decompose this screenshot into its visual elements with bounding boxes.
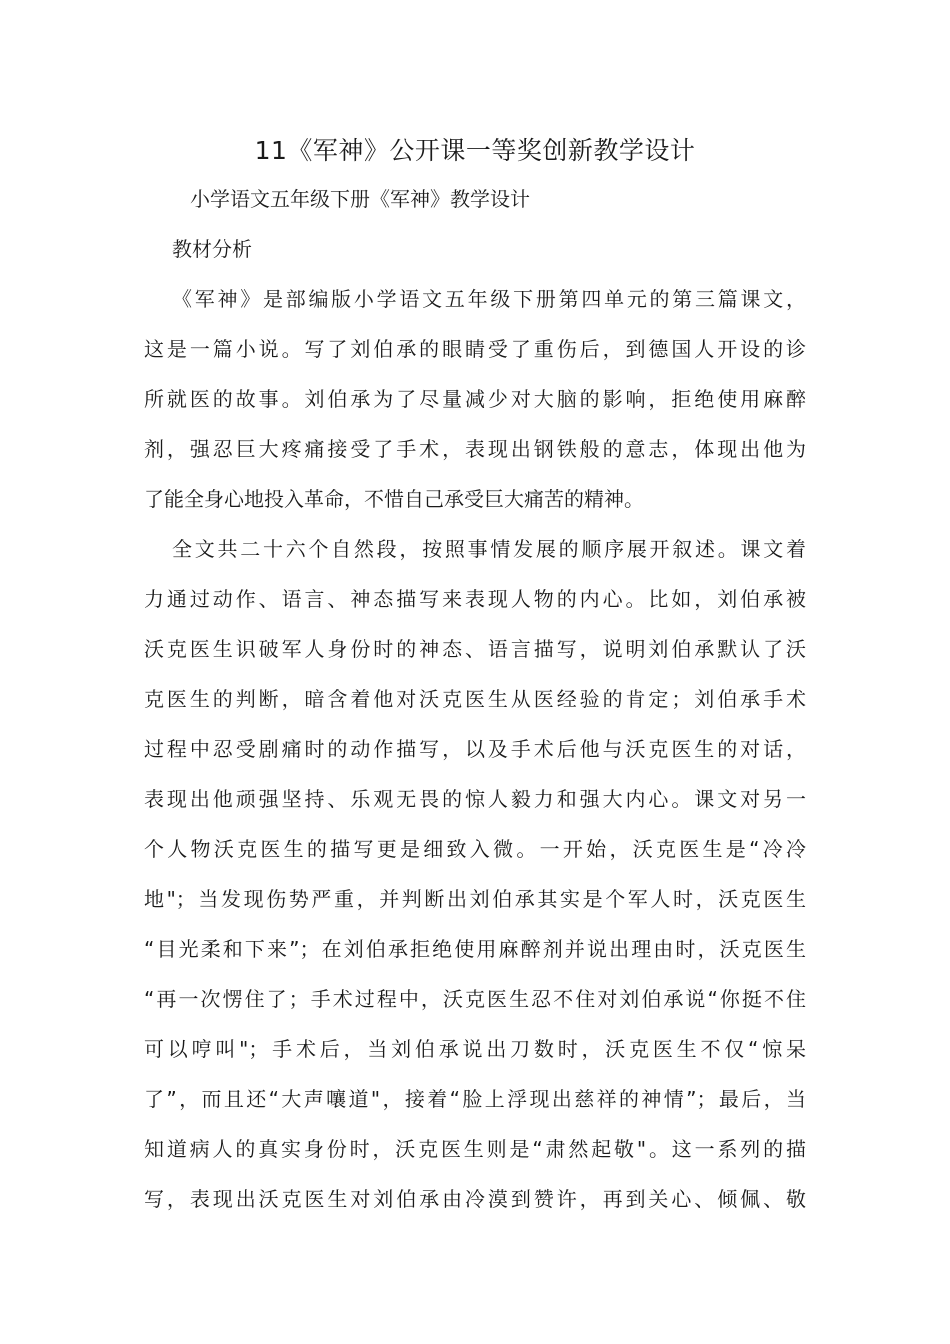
document-title: 11《军神》公开课一等奖创新教学设计	[254, 136, 696, 165]
paragraph-line: “再一次愣住了；手术过程中，沃克医生忍不住对刘伯承说“你挺不住	[144, 987, 806, 1011]
paragraph-line: “目光柔和下来”；在刘伯承拒绝使用麻醉剂并说出理由时，沃克医生	[144, 937, 806, 961]
paragraph-line: 所就医的故事。刘伯承为了尽量减少对大脑的影响，拒绝使用麻醉	[144, 387, 806, 411]
paragraph-line: 过程中忍受剧痛时的动作描写，以及手术后他与沃克医生的对话，	[144, 737, 806, 761]
paragraph-line: 地"；当发现伤势严重，并判断出刘伯承其实是个军人时，沃克医生	[144, 887, 806, 911]
paragraph-line: 了”，而且还“大声嚷道"，接着“脸上浮现出慈祥的神情”；最后，当	[144, 1087, 806, 1111]
paragraph-line: 写，表现出沃克医生对刘伯承由冷漠到赞许，再到关心、倾佩、敬	[144, 1187, 806, 1211]
paragraph-line: 表现出他顽强坚持、乐观无畏的惊人毅力和强大内心。课文对另一	[144, 787, 806, 811]
paragraph-line: 剂，强忍巨大疼痛接受了手术，表现出钢铁般的意志，体现出他为	[144, 437, 806, 461]
paragraph-line: 《军神》是部编版小学语文五年级下册第四单元的第三篇课文，	[172, 287, 806, 311]
document-subtitle: 小学语文五年级下册《军神》教学设计	[190, 187, 530, 211]
section-heading: 教材分析	[172, 237, 252, 261]
paragraph-line: 可以哼叫"；手术后，当刘伯承说出刀数时，沃克医生不仅“惊呆	[144, 1037, 806, 1061]
paragraph-line: 力通过动作、语言、神态描写来表现人物的内心。比如，刘伯承被	[144, 587, 806, 611]
paragraph-line: 了能全身心地投入革命，不惜自己承受巨大痛苦的精神。	[144, 487, 644, 511]
paragraph-2	[144, 533, 806, 1233]
paragraph-line: 知道病人的真实身份时，沃克医生则是“肃然起敬"。这一系列的描	[144, 1137, 806, 1161]
paragraph-line: 这是一篇小说。写了刘伯承的眼睛受了重伤后，到德国人开设的诊	[144, 337, 806, 361]
paragraph-line: 克医生的判断，暗含着他对沃克医生从医经验的肯定；刘伯承手术	[144, 687, 806, 711]
paragraph-line: 全文共二十六个自然段，按照事情发展的顺序展开叙述。课文着	[172, 537, 806, 561]
paragraph-line: 个人物沃克医生的描写更是细致入微。一开始，沃克医生是“冷冷	[144, 837, 806, 861]
paragraph-1	[144, 283, 806, 533]
paragraph-line: 沃克医生识破军人身份时的神态、语言描写，说明刘伯承默认了沃	[144, 637, 806, 661]
